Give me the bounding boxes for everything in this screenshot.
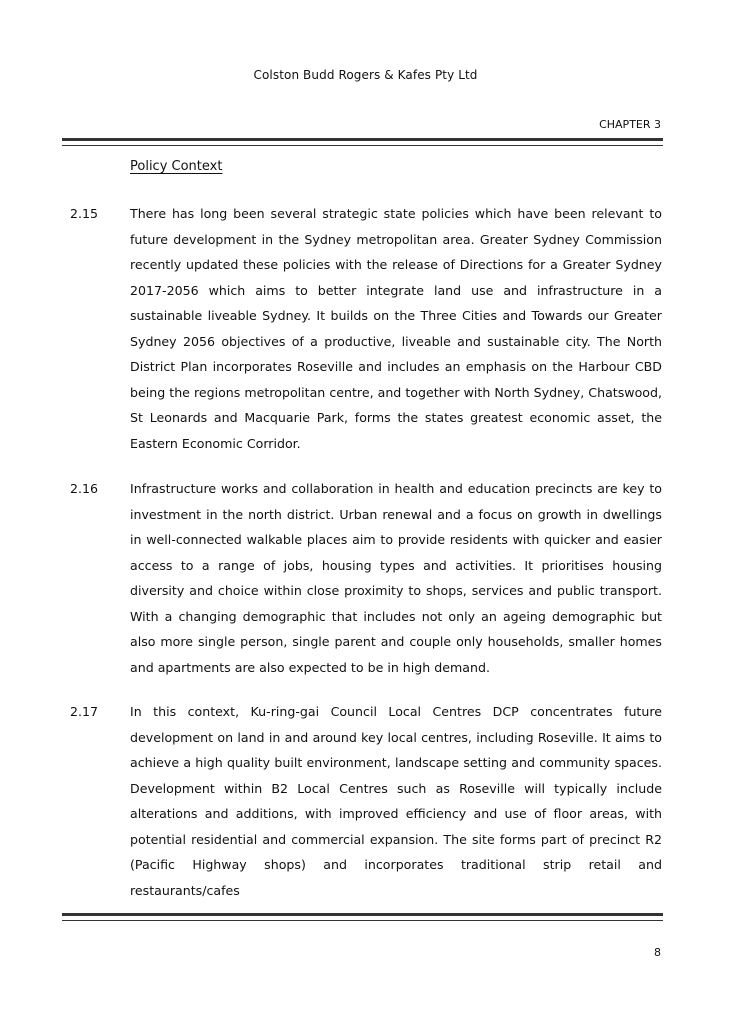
paragraph-text: There has long been several strategic state policies which have been relevant to future development in the Sydney metropolitan area. Greater Sydney Commission recently updated these policies with the release of Directions for a Greater Sydney 2017-2056 which aims to better integrate land use and infrastructure in a sustainable liveable Sydney. It builds on the Three Cities and Towards our Greater Sydney 2056 objectives of a productive, liveable and sustainable city. The North District Plan incorporates Roseville and includes an emphasis on the Harbour CBD being the regions metropolitan centre, and together with North Sydney, Chatswood, St Leonards and Macquarie Park, forms the states greatest economic asset, the Eastern Economic Corridor. (130, 206, 662, 451)
header-divider (62, 138, 663, 146)
chapter-label: CHAPTER 3 (599, 118, 661, 131)
paragraph-number: 2.16 (70, 481, 99, 496)
section-title: Policy Context (130, 159, 223, 174)
paragraph-number: 2.15 (70, 206, 99, 221)
paragraph-text: In this context, Ku-ring-gai Council Local Centres DCP concentrates future development on land in and around key local centres, including Roseville. It aims to achieve a high quality built environment, landscape setting and community spaces. Development within B2 Local Centres such as Roseville will typically include alterations and additions, with improved efficiency and use of floor areas, with potential residential and commercial expansion. The site forms part of precinct R2 (Pacific Highway shops) and incorporates traditional strip retail and restaurants/cafes (130, 704, 662, 898)
paragraph-text: Infrastructure works and collaboration in health and education precincts are key to investment in the north district. Urban renewal and a focus on growth in dwellings in well-connected walkable places aim to provide residents with quicker and easier access to a range of jobs, housing types and activities. It prioritises housing diversity and choice within close proximity to shops, services and public transport. With a changing demographic that includes not only an ageing demographic but also more single person, single parent and couple only households, smaller homes and apartments are also expected to be in high demand. (130, 481, 662, 675)
paragraph-number: 2.17 (70, 704, 99, 719)
page-number: 8 (654, 946, 661, 959)
footer-divider (62, 913, 663, 921)
company-header: Colston Budd Rogers & Kafes Pty Ltd (253, 68, 478, 82)
